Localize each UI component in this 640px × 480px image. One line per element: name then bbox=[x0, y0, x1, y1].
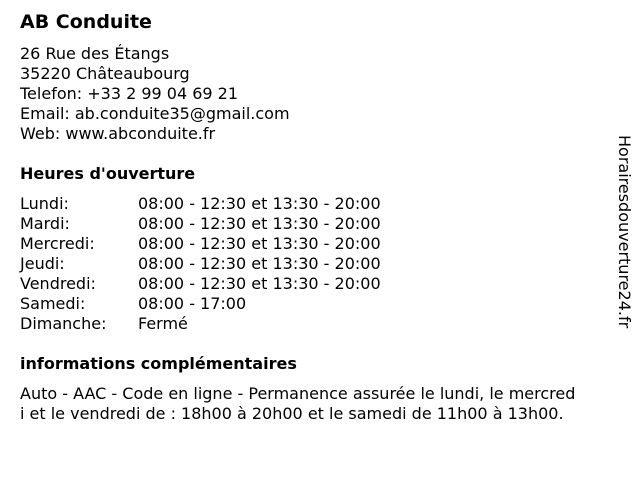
info-line: i et le vendredi de : 18h00 à 20h00 et le samedi de 11h00 à 13h00. bbox=[20, 404, 564, 423]
day-label: Jeudi: bbox=[20, 254, 65, 273]
day-label: Samedi: bbox=[20, 294, 86, 313]
day-hours: 08:00 - 12:30 et 13:30 - 20:00 bbox=[138, 194, 381, 213]
opening-hours-heading: Heures d'ouverture bbox=[20, 164, 196, 183]
additional-info-text bbox=[20, 384, 630, 424]
watermark bbox=[612, 135, 636, 375]
day-hours: 08:00 - 17:00 bbox=[138, 294, 247, 313]
day-hours: Fermé bbox=[138, 314, 188, 333]
info-line: Auto - AAC - Code en ligne - Permanence assurée le lundi, le mercred bbox=[20, 384, 576, 403]
day-label: Lundi: bbox=[20, 194, 69, 213]
day-label: Mercredi: bbox=[20, 234, 95, 253]
city-postal-code: 35220 Châteaubourg bbox=[20, 64, 190, 83]
day-hours: 08:00 - 12:30 et 13:30 - 20:00 bbox=[138, 234, 381, 253]
street-address: 26 Rue des Étangs bbox=[20, 44, 170, 63]
day-hours: 08:00 - 12:30 et 13:30 - 20:00 bbox=[138, 254, 381, 273]
additional-info-heading: informations complémentaires bbox=[20, 354, 297, 373]
day-label: Mardi: bbox=[20, 214, 70, 233]
day-label: Dimanche: bbox=[20, 314, 107, 333]
watermark-text: Horairesdouverture24.fr bbox=[615, 135, 634, 329]
phone-number: Telefon: +33 2 99 04 69 21 bbox=[20, 84, 239, 103]
day-label: Vendredi: bbox=[20, 274, 96, 293]
contact-details bbox=[20, 44, 290, 144]
email-address: Email: ab.conduite35@gmail.com bbox=[20, 104, 290, 123]
day-hours: 08:00 - 12:30 et 13:30 - 20:00 bbox=[138, 274, 381, 293]
business-name: AB Conduite bbox=[20, 11, 152, 33]
day-hours: 08:00 - 12:30 et 13:30 - 20:00 bbox=[138, 214, 381, 233]
website: Web: www.abconduite.fr bbox=[20, 124, 216, 143]
